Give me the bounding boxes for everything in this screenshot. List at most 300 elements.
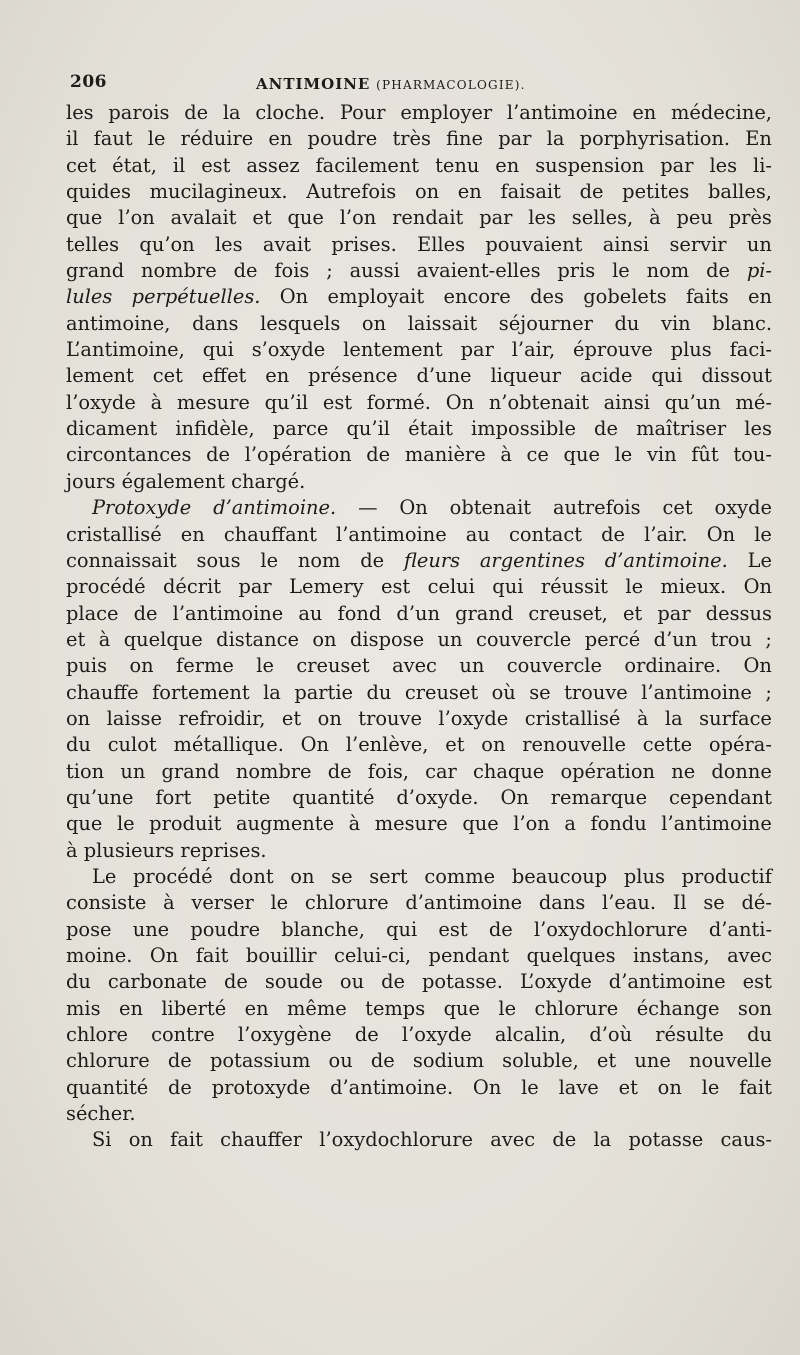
word: n’obtenait	[488, 390, 589, 414]
word: d’oxyde.	[396, 785, 479, 809]
word: on	[290, 864, 315, 888]
word: à	[500, 443, 512, 467]
text-line	[66, 706, 772, 732]
word: que	[287, 206, 324, 230]
word: pouvaient	[485, 232, 583, 256]
word: cet	[66, 153, 97, 177]
word: On	[500, 785, 529, 809]
word: fondu	[590, 812, 647, 836]
word: où	[491, 680, 516, 704]
word: réussit	[540, 575, 608, 599]
word: temps	[365, 996, 426, 1020]
italic-word: argentines	[479, 548, 585, 572]
word: chauffant	[223, 522, 317, 546]
word: celui	[427, 575, 475, 599]
word: que	[443, 996, 480, 1020]
word: le	[612, 259, 630, 283]
word: Il	[672, 891, 687, 915]
word: bouillir	[245, 944, 317, 967]
word: le	[147, 127, 166, 151]
word: fois	[274, 259, 310, 283]
word: mesure	[374, 812, 448, 836]
page-number: 206	[70, 72, 107, 92]
running-title: ANTIMOINE	[256, 75, 371, 93]
word: Autrefois	[306, 180, 397, 204]
word: la	[263, 680, 281, 704]
word: autrefois	[552, 496, 641, 520]
word: d’un	[396, 601, 440, 625]
word: à	[98, 627, 111, 651]
word: de	[366, 443, 391, 467]
word: qu’un	[664, 390, 721, 414]
word: dé-	[741, 891, 772, 915]
word: avec	[727, 944, 772, 967]
word: chlorure	[66, 1049, 150, 1073]
word: présence	[308, 364, 398, 388]
word: les	[709, 153, 738, 177]
word: On	[300, 733, 330, 757]
word: laisse	[106, 706, 162, 730]
word: L’oxyde	[519, 970, 592, 994]
word: dispose	[350, 627, 425, 651]
text-line	[66, 680, 772, 706]
word: que	[66, 812, 103, 836]
word: de	[579, 180, 604, 204]
word: on	[361, 311, 387, 335]
word: ferme	[176, 654, 234, 678]
word: une	[634, 1049, 671, 1073]
word: d’une	[416, 364, 472, 388]
word: fond	[337, 601, 382, 625]
italic-word: d’antimoine.	[213, 496, 337, 520]
word: mé-	[735, 390, 772, 414]
word: en	[118, 996, 143, 1020]
word: quides	[66, 180, 131, 204]
word: avec	[392, 654, 437, 678]
word: du	[66, 970, 91, 994]
word: dans	[192, 311, 239, 335]
word: en	[748, 285, 772, 309]
word: avaient-elles	[416, 259, 541, 283]
text-line	[66, 811, 772, 837]
word: résulte	[655, 1023, 724, 1047]
word: de	[327, 759, 352, 783]
italic-word: perpétuelles.	[131, 285, 261, 309]
text-line	[66, 495, 772, 521]
text-line	[66, 653, 772, 679]
word: est	[438, 917, 468, 941]
word: potassium	[209, 1049, 311, 1073]
word: dicament	[66, 417, 158, 441]
word: qu’une	[66, 785, 134, 809]
text-line	[66, 627, 772, 653]
word: du	[66, 733, 91, 757]
word: à	[150, 390, 163, 414]
word: sert	[369, 864, 408, 888]
word: acide	[579, 364, 633, 388]
word: et	[445, 733, 465, 757]
word: Elles	[417, 232, 466, 256]
word: fort	[155, 785, 192, 809]
word: du	[747, 1023, 772, 1047]
word: potasse	[628, 1128, 704, 1152]
word: jours	[66, 469, 116, 493]
word: obtenait	[449, 496, 532, 520]
word: ainsi	[602, 232, 650, 256]
word: tou-	[733, 443, 772, 467]
word: impossible	[471, 417, 576, 441]
word: poudre	[190, 917, 261, 941]
word: à	[348, 812, 361, 836]
word: quantité	[292, 785, 375, 809]
word: comme	[424, 864, 496, 888]
word: petite	[213, 785, 271, 809]
word: même	[287, 996, 347, 1020]
word: que	[462, 812, 499, 836]
word: Le	[92, 864, 117, 888]
word: trouve	[358, 706, 422, 730]
word: on	[129, 654, 154, 678]
word: qui	[651, 364, 683, 388]
word: de	[370, 1049, 395, 1073]
word: on	[312, 627, 337, 651]
word: plusieurs	[83, 838, 175, 862]
word: par	[238, 575, 272, 599]
word: couvercle	[506, 654, 602, 678]
word: par	[660, 153, 694, 177]
word: du	[366, 680, 392, 704]
word: chauffe	[66, 680, 139, 704]
word: suspension	[535, 153, 645, 177]
word: refroidir,	[178, 706, 266, 730]
word: formé.	[366, 390, 431, 414]
word: ordinaire.	[624, 654, 722, 678]
word: les	[744, 417, 772, 441]
word: ou	[339, 970, 365, 994]
word: telles	[66, 232, 120, 256]
word: à	[66, 838, 78, 862]
word: sodium	[412, 1049, 485, 1073]
text-line	[66, 917, 772, 943]
word: l’antimoine	[336, 522, 447, 546]
word: qu’on	[139, 232, 195, 256]
word: grand	[455, 601, 514, 625]
word: l’on	[118, 206, 155, 230]
word: ;	[765, 627, 772, 651]
word: et	[252, 206, 272, 230]
word: lave	[558, 1075, 599, 1099]
word: fine	[446, 127, 484, 151]
word: On	[472, 1075, 502, 1099]
word: dissout	[701, 364, 772, 388]
word: plus	[623, 864, 665, 888]
italic-word: Protoxyde	[92, 496, 192, 520]
word: soluble,	[502, 1049, 579, 1073]
italic-word: pi-	[746, 259, 772, 283]
text-line	[66, 390, 772, 416]
word: procédé	[66, 575, 146, 599]
word: il	[66, 127, 79, 151]
text-line	[66, 469, 772, 495]
word: à	[649, 206, 661, 230]
word: alcalin,	[494, 1023, 567, 1047]
word: aussi	[349, 259, 400, 283]
word: consiste	[66, 891, 147, 915]
word: cloche.	[255, 101, 326, 124]
text-line	[66, 126, 772, 152]
word: on	[657, 1075, 682, 1099]
word: dans	[538, 891, 586, 915]
word: avalait	[170, 206, 237, 230]
text-line	[66, 864, 772, 890]
word: procédé	[133, 864, 213, 888]
word: potasse.	[421, 970, 503, 994]
word: fois,	[367, 759, 409, 783]
text-line	[66, 601, 772, 627]
word: plus	[670, 338, 712, 362]
word: ainsi	[603, 390, 651, 414]
word: faut	[93, 127, 133, 151]
text-line	[66, 363, 772, 389]
word: produit	[149, 812, 222, 836]
word: Si	[92, 1128, 112, 1152]
word: l’oxyde	[401, 1023, 472, 1047]
word: faisait	[500, 180, 561, 204]
word: chauffer	[220, 1128, 303, 1152]
word: effet	[201, 364, 247, 388]
word: séjourner	[498, 311, 593, 335]
word: les	[528, 206, 556, 230]
word: nom	[646, 259, 690, 283]
text-line	[66, 759, 772, 785]
word: de	[360, 548, 385, 572]
word: décrit	[163, 575, 222, 599]
word: l’oxyde	[66, 390, 136, 414]
word: faci-	[729, 338, 772, 362]
word: par	[498, 127, 532, 151]
word: l’antimoine	[661, 812, 772, 836]
word: tenu	[435, 153, 480, 177]
word: il	[172, 153, 186, 177]
word: mesure	[176, 390, 250, 414]
text-line	[66, 100, 772, 126]
word: de	[706, 259, 730, 283]
word: se	[529, 680, 551, 704]
word: chlore	[66, 1023, 128, 1047]
text-line	[66, 442, 772, 468]
word: est	[201, 153, 231, 177]
word: contre	[151, 1023, 215, 1047]
word: chargé.	[231, 469, 306, 493]
word: par	[460, 338, 494, 362]
word: employer	[400, 101, 493, 124]
word: le	[625, 575, 644, 599]
word: se	[331, 864, 353, 888]
word: ;	[765, 680, 772, 704]
word: blanc.	[712, 311, 772, 335]
word: la	[664, 706, 683, 730]
word: dont	[229, 864, 274, 888]
word: caus-	[720, 1128, 772, 1152]
word: selles,	[571, 206, 634, 230]
word: on	[317, 706, 342, 730]
word: des	[530, 285, 564, 309]
word: qui	[386, 917, 418, 941]
word: opéra-	[708, 733, 772, 757]
word: l’oxygène	[237, 1023, 332, 1047]
word: lesquels	[260, 311, 341, 335]
word: tion	[66, 759, 105, 783]
word: l’antimoine	[506, 101, 618, 124]
word: est	[381, 575, 411, 599]
word: le	[701, 1075, 720, 1099]
word: l’eau.	[602, 891, 657, 915]
word: un	[120, 759, 146, 783]
word: augmente	[235, 812, 335, 836]
word: est	[322, 390, 353, 414]
word: l’oxydochlorure	[533, 917, 688, 941]
word: métallique.	[173, 733, 284, 757]
word: un	[437, 627, 463, 651]
word: qui	[492, 575, 524, 599]
word: fait	[170, 1128, 203, 1152]
word: du	[614, 311, 640, 335]
word: encore	[443, 285, 511, 309]
word: reprises.	[180, 838, 267, 862]
word: opération	[560, 759, 656, 783]
word: de	[168, 1075, 192, 1099]
word: circontances	[66, 443, 192, 467]
word: On	[743, 575, 772, 599]
word: de	[206, 443, 231, 467]
word: est	[742, 970, 772, 994]
word: de	[167, 1049, 192, 1073]
word: et	[618, 1075, 638, 1099]
word: l’on	[513, 812, 550, 836]
word: Le	[747, 548, 772, 572]
word: de	[381, 970, 405, 994]
word: le	[256, 654, 274, 678]
word: et	[622, 601, 643, 625]
word: un	[459, 654, 485, 678]
word: parois	[108, 101, 170, 124]
word: avait	[262, 232, 311, 256]
word: un	[746, 232, 772, 256]
word: à	[636, 706, 649, 730]
word: connaissait	[66, 548, 177, 572]
running-head	[256, 75, 526, 93]
word: de	[594, 417, 618, 441]
page-header	[66, 66, 774, 100]
word: manière	[404, 443, 486, 467]
text-line	[66, 785, 772, 811]
word: On	[149, 944, 179, 967]
word: grand	[161, 759, 220, 783]
word: en	[632, 101, 657, 124]
word: nombre	[141, 259, 217, 283]
word: couvercle	[475, 627, 572, 651]
word: près	[728, 206, 772, 230]
word: de	[552, 1128, 577, 1152]
word: éprouve	[573, 338, 653, 362]
word: le	[614, 443, 633, 467]
word: d’antimoine.	[330, 1075, 454, 1099]
text-line	[66, 232, 772, 258]
word: infidèle,	[175, 417, 255, 441]
text-line	[66, 284, 772, 310]
word: cet	[152, 364, 183, 388]
word: par	[657, 601, 691, 625]
text-line	[66, 153, 772, 179]
word: Pour	[339, 101, 386, 124]
word: très	[392, 127, 431, 151]
running-subtitle: (PHARMACOLOGIE).	[376, 78, 526, 92]
body-text	[66, 100, 774, 1154]
word: On	[743, 654, 772, 678]
word: l’oxydochlorure	[319, 1128, 474, 1152]
word: puis	[66, 654, 108, 678]
word: renouvelle	[522, 733, 626, 757]
word: vin	[661, 311, 691, 335]
word: blanche,	[281, 917, 365, 941]
word: cristallisé	[524, 706, 621, 730]
word: pose	[66, 917, 112, 941]
word: gobelets	[583, 285, 667, 309]
word: oxyde	[714, 496, 772, 520]
word: mis	[66, 996, 101, 1020]
word: réduire	[180, 127, 254, 151]
word: l’air,	[511, 338, 556, 362]
word: creuset	[404, 680, 479, 704]
word: l’opération	[244, 443, 352, 467]
word: li-	[753, 153, 772, 177]
word: d’antimoine	[405, 891, 523, 915]
word: la	[546, 127, 565, 151]
text-line	[66, 890, 772, 916]
word: au	[298, 601, 323, 625]
italic-word: lules	[66, 285, 113, 309]
word: de	[233, 259, 258, 283]
word: —	[358, 496, 378, 520]
word: de	[184, 101, 209, 124]
word: la	[593, 1128, 612, 1152]
word: quelques	[526, 944, 616, 967]
word: verser	[191, 891, 254, 915]
word: également	[121, 469, 225, 493]
word: nom	[297, 548, 341, 572]
word: fait	[195, 944, 229, 967]
word: prises.	[331, 232, 397, 256]
word: antimoine,	[66, 311, 171, 335]
word: grand	[66, 259, 125, 283]
word: partie	[294, 680, 354, 704]
word: s’oxyde	[251, 338, 326, 362]
word: porphyrisation.	[579, 127, 731, 151]
word: état,	[112, 153, 157, 177]
word: cristallisé	[66, 522, 162, 546]
word: d’antimoine	[608, 970, 726, 994]
italic-word: fleurs	[403, 548, 461, 572]
word: qu’il	[264, 390, 309, 414]
word: cependant	[669, 785, 772, 809]
word: ce	[526, 443, 549, 467]
text-line	[66, 179, 772, 205]
text-line	[66, 522, 772, 548]
word: par	[479, 206, 513, 230]
word: en	[457, 180, 482, 204]
word: qui	[202, 338, 234, 362]
word: beaucoup	[511, 864, 608, 888]
